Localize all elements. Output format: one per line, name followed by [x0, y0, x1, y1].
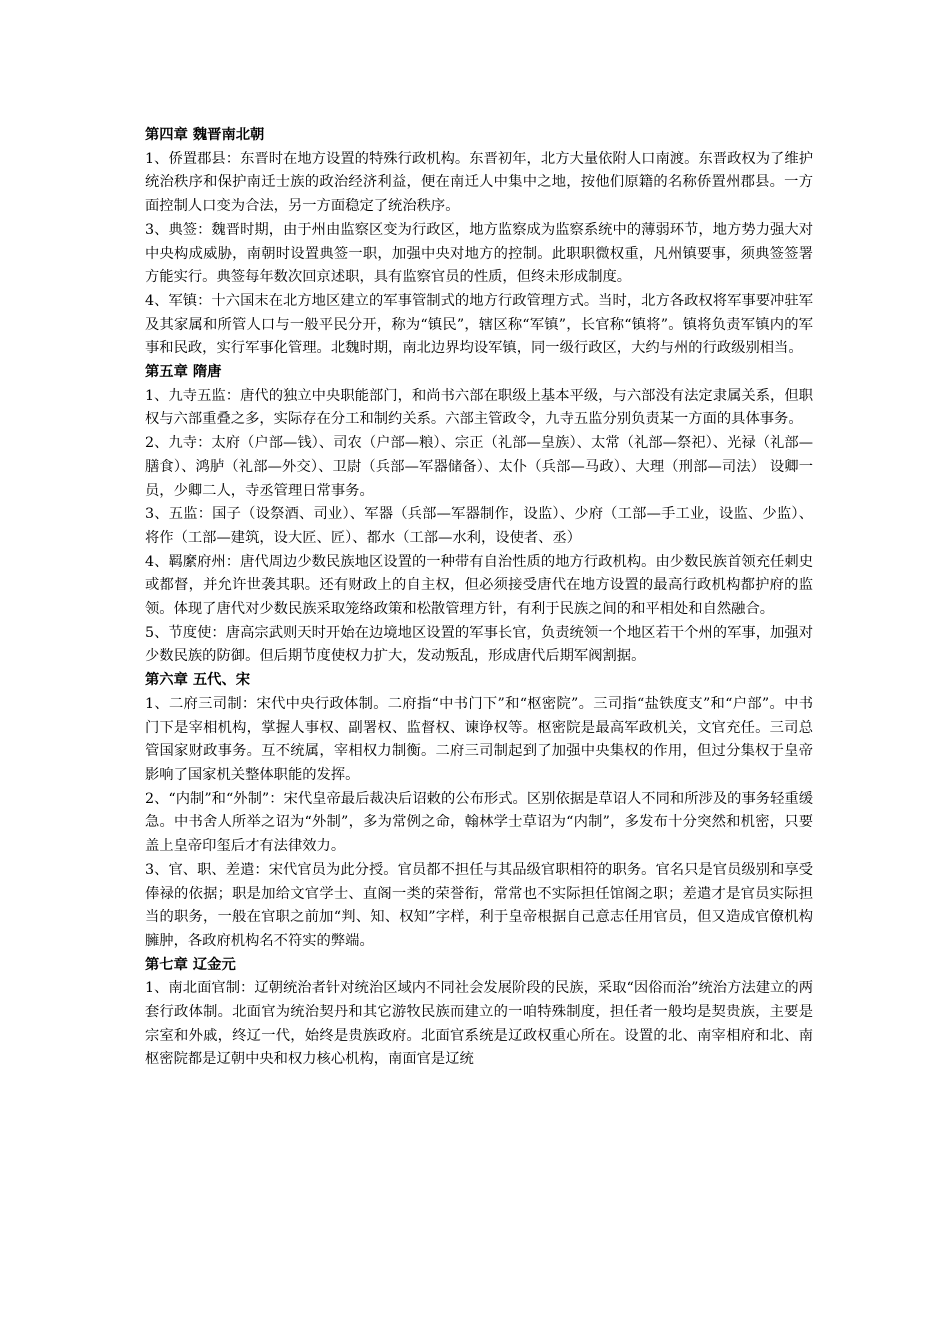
paragraph: 5、节度使：唐高宗武则天时开始在边境地区设置的军事长官，负责统领一个地区若干个州的军事，加强对少数民族的防御。但后期节度使权力扩大，发动叛乱，形成唐代后期军阀割据。 — [145, 624, 813, 665]
section-ch7 — [145, 954, 813, 1073]
paragraph: 3、五监：国子（设祭酒、司业）、军器（兵部—军器制作，设监）、少府（工部—手工业，设监、少监）、将作（工部—建筑，设大匠、匠）、都水（工部—水利，设使者、丞） — [145, 506, 813, 546]
paragraph: 1、九寺五监：唐代的独立中央职能部门，和尚书六部在职级上基本平级，与六部没有法定隶属关系，但职权与六部重叠之多，实际存在分工和制约关系。六部主管政令，九寺五监分别负责某一方面的具体事务。 — [145, 387, 813, 428]
paragraph: 2、九寺：太府（户部—钱）、司农（户部—粮）、宗正（礼部—皇族）、太常（礼部—祭祀）、光禄（礼部—膳食）、鸿胪（礼部—外交）、卫尉（兵部—军器储备）、太仆（兵部—马政）、大理（刑部—司法） 设卿一员，少卿二人，寺丞管理日常事务。 — [145, 435, 813, 499]
section-ch6 — [145, 669, 813, 953]
chapter-heading: 第四章 魏晋南北朝 — [145, 127, 265, 143]
document-page — [145, 124, 813, 1072]
paragraph: 4、军镇：十六国末在北方地区建立的军事管制式的地方行政管理方式。当时，北方各政权将军事要冲驻军及其家属和所管人口与一般平民分开，称为“镇民”，辖区称“军镇”，长官称“镇将”。镇将负责军镇内的军事和民政，实行军事化管理。北魏时期，南北边界均设军镇，同一级行政区，大约与州的行政级别相当。 — [145, 292, 813, 357]
paragraph: 1、二府三司制：宋代中央行政体制。二府指“中书门下”和“枢密院”。三司指“盐铁度支”和“户部”。中书门下是宰相机构，掌握人事权、副署权、监督权、谏诤权等。枢密院是最高军政机关，文官充任。三司总管国家财政事务。互不统属，宰相权力制衡。二府三司制起到了加强中央集权的作用，但过分集权于皇帝影响了国家机关整体职能的发挥。 — [145, 695, 813, 783]
paragraph: 1、侨置郡县：东晋时在地方设置的特殊行政机构。东晋初年，北方大量依附人口南渡。东晋政权为了维护统治秩序和保护南迁士族的政治经济利益，便在南迁人中集中之地，按他们原籍的名称侨置州郡县。一方面控制人口变为合法，另一方面稳定了统治秩序。 — [145, 150, 813, 215]
section-ch5 — [145, 361, 813, 669]
paragraph: 3、官、职、差遣：宋代官员为此分授。官员都不担任与其品级官职相符的职务。官名只是官员级别和享受俸禄的依据；职是加给文官学士、直阁一类的荣誉衔，常常也不实际担任馆阁之职；差遣才是官员实际担当的职务，一般在官职之前加“判、知、权知”字样，利于皇帝根据自己意志任用官员，但又造成官僚机构臃肿，各政府机构名不符实的弊端。 — [145, 861, 813, 949]
paragraph: 4、羁縻府州：唐代周边少数民族地区设置的一种带有自治性质的地方行政机构。由少数民族首领充任刺史或都督，并允许世袭其职。还有财政上的自主权，但必须接受唐代在地方设置的最高行政机构都护府的监领。体现了唐代对少数民族采取笼络政策和松散管理方针，有利于民族之间的和平相处和自然融合。 — [145, 553, 813, 618]
paragraph: 2、“内制”和“外制”：宋代皇帝最后裁决后诏敕的公布形式。区别依据是草诏人不同和所涉及的事务轻重缓急。中书舍人所举之诏为“外制”，多为常例之命，翰林学士草诏为“内制”，多发布十分突然和机密，只要盖上皇帝印玺后才有法律效力。 — [145, 790, 813, 855]
paragraph: 3、典签：魏晋时期，由于州由监察区变为行政区，地方监察成为监察系统中的薄弱环节，地方势力强大对中央构成威胁，南朝时设置典签一职，加强中央对地方的控制。此职职微权重，凡州镇要事，须典签签署方能实行。典签每年数次回京述职，具有监察官员的性质，但终未形成制度。 — [145, 221, 813, 286]
section-ch4 — [145, 124, 813, 361]
chapter-heading: 第七章 辽金元 — [145, 956, 236, 973]
chapter-heading: 第五章 隋唐 — [145, 364, 222, 381]
paragraph: 1、南北面官制：辽朝统治者针对统治区域内不同社会发展阶段的民族，采取“因俗而治”统治方法建立的两套行政体制。北面官为统治契丹和其它游牧民族而建立的一咱特殊制度，担任者一般均是契贵族，主要是宗室和外戚，终辽一代，始终是贵族政府。北面官系统是辽政权重心所在。设置的北、南宰相府和北、南枢密院都是辽朝中央和权力核心机构，南面官是辽统 — [145, 980, 813, 1068]
chapter-heading: 第六章 五代、宋 — [145, 672, 251, 689]
